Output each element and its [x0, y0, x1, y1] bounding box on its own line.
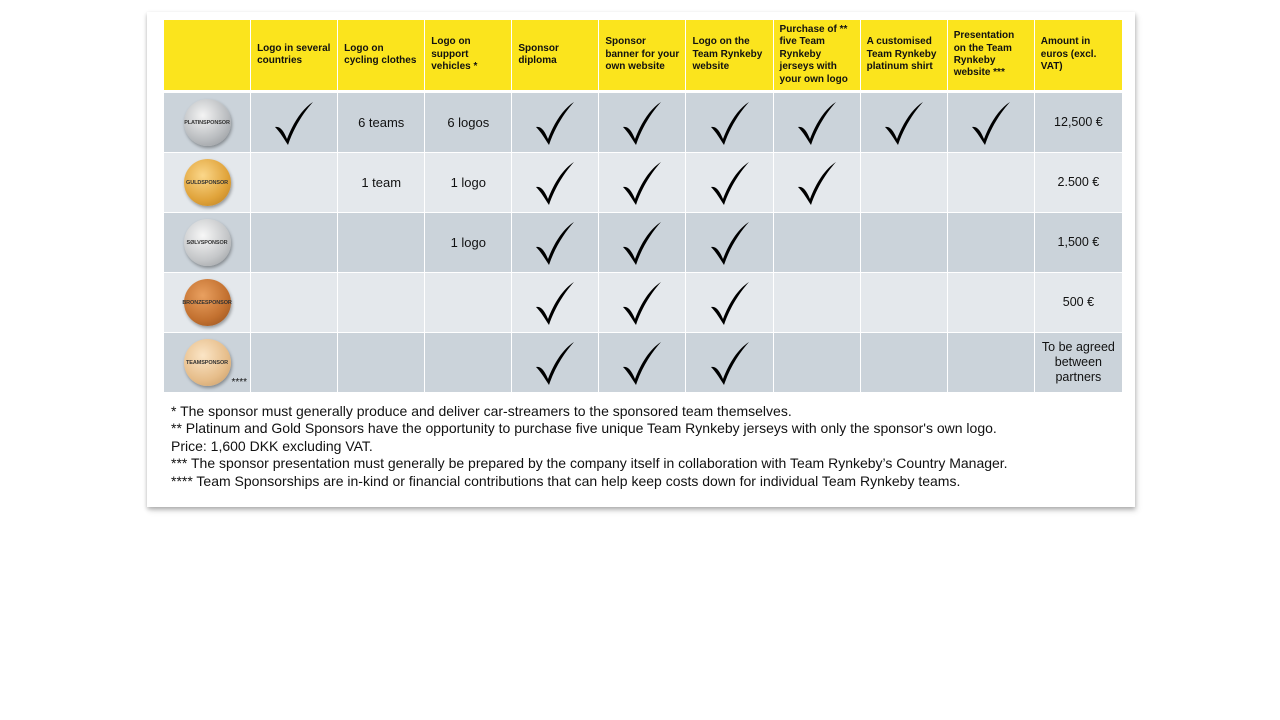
- footnote-line: Price: 1,600 DKK excluding VAT.: [171, 437, 373, 454]
- check-cell: [512, 213, 599, 273]
- amount-cell: To be agreed between partners: [1034, 333, 1122, 393]
- medal-cell: [164, 213, 251, 273]
- platinum-medal-icon: [184, 99, 231, 146]
- empty-cell: [860, 273, 947, 333]
- footnotes: [171, 403, 1071, 490]
- medal-label: SØLVSPONSOR: [186, 239, 228, 246]
- checkmark-icon: [621, 114, 663, 129]
- value-cell: 6 teams: [338, 92, 425, 153]
- empty-cell: [773, 333, 860, 393]
- empty-cell: [860, 213, 947, 273]
- empty-cell: [338, 333, 425, 393]
- checkmark-icon: [534, 234, 576, 249]
- medal-label: TEAMSPONSOR: [186, 359, 229, 366]
- check-cell: [251, 92, 338, 153]
- empty-cell: [251, 153, 338, 213]
- checkmark-icon: [621, 174, 663, 189]
- check-cell: [599, 213, 686, 273]
- check-cell: [686, 153, 773, 213]
- table-row: [164, 213, 1123, 273]
- table-row: [164, 333, 1123, 393]
- silver-medal-icon: [184, 219, 231, 266]
- check-cell: [773, 153, 860, 213]
- empty-cell: [338, 213, 425, 273]
- empty-cell: [251, 333, 338, 393]
- checkmark-icon: [796, 114, 838, 129]
- table-row: [164, 273, 1123, 333]
- check-cell: [860, 92, 947, 153]
- medal-cell: [164, 92, 251, 153]
- bronze-medal-icon: [184, 279, 231, 326]
- footnote-line: **** Team Sponsorships are in-kind or financial contributions that can help keep costs down for individual Team Rynkeby teams.: [171, 472, 961, 489]
- check-cell: [512, 92, 599, 153]
- amount-cell: 12,500 €: [1034, 92, 1122, 153]
- check-cell: [947, 92, 1034, 153]
- medal-label: PLATINSPONSOR: [184, 119, 230, 126]
- table-row: [164, 153, 1123, 213]
- sponsor-table: [163, 19, 1123, 393]
- checkmark-icon: [709, 114, 751, 129]
- empty-cell: [425, 273, 512, 333]
- check-cell: [599, 92, 686, 153]
- header-cell: A customised Team Rynkeby platinum shirt: [860, 20, 947, 92]
- checkmark-icon: [883, 114, 925, 129]
- header-cell: Logo on support vehicles *: [425, 20, 512, 92]
- checkmark-icon: [709, 174, 751, 189]
- check-cell: [686, 333, 773, 393]
- checkmark-icon: [534, 354, 576, 369]
- amount-cell: 500 €: [1034, 273, 1122, 333]
- header-cell: [164, 20, 251, 92]
- check-cell: [686, 273, 773, 333]
- team-medal-icon: [184, 339, 231, 386]
- checkmark-icon: [273, 114, 315, 129]
- empty-cell: [860, 333, 947, 393]
- empty-cell: [773, 273, 860, 333]
- empty-cell: [773, 213, 860, 273]
- header-cell: Sponsor banner for your own website: [599, 20, 686, 92]
- empty-cell: [860, 153, 947, 213]
- header-cell: Presentation on the Team Rynkeby website ***: [947, 20, 1034, 92]
- checkmark-icon: [970, 114, 1012, 129]
- header-cell: Purchase of ** five Team Rynkeby jerseys with your own logo: [773, 20, 860, 92]
- empty-cell: [947, 333, 1034, 393]
- footnote-line: * The sponsor must generally produce and deliver car-streamers to the sponsored team themselves.: [171, 403, 792, 419]
- medal-label: BRONZESPONSOR: [182, 299, 232, 306]
- checkmark-icon: [621, 234, 663, 249]
- checkmark-icon: [796, 174, 838, 189]
- empty-cell: [947, 273, 1034, 333]
- check-cell: [686, 92, 773, 153]
- empty-cell: [947, 213, 1034, 273]
- medal-cell: [164, 333, 251, 393]
- empty-cell: [425, 333, 512, 393]
- check-cell: [512, 273, 599, 333]
- table-header: [164, 20, 1123, 92]
- check-cell: [686, 213, 773, 273]
- empty-cell: [251, 273, 338, 333]
- check-cell: [599, 153, 686, 213]
- empty-cell: [251, 213, 338, 273]
- check-cell: [512, 153, 599, 213]
- checkmark-icon: [534, 294, 576, 309]
- checkmark-icon: [621, 354, 663, 369]
- value-cell: 1 team: [338, 153, 425, 213]
- check-cell: [599, 273, 686, 333]
- header-cell: Logo on the Team Rynkeby website: [686, 20, 773, 92]
- amount-cell: 2.500 €: [1034, 153, 1122, 213]
- header-cell: Logo in several countries: [251, 20, 338, 92]
- footnote-stars: ****: [231, 377, 248, 388]
- header-cell: Sponsor diploma: [512, 20, 599, 92]
- gold-medal-icon: [184, 159, 231, 206]
- header-cell: Amount in euros (excl. VAT): [1034, 20, 1122, 92]
- check-cell: [512, 333, 599, 393]
- value-cell: 1 logo: [425, 153, 512, 213]
- empty-cell: [947, 153, 1034, 213]
- checkmark-icon: [621, 294, 663, 309]
- check-cell: [773, 92, 860, 153]
- checkmark-icon: [709, 354, 751, 369]
- table-body: [164, 92, 1123, 393]
- value-cell: 1 logo: [425, 213, 512, 273]
- check-cell: [599, 333, 686, 393]
- medal-label: GULDSPONSOR: [186, 179, 229, 186]
- header-cell: Logo on cycling clothes: [338, 20, 425, 92]
- medal-cell: [164, 153, 251, 213]
- amount-cell: 1,500 €: [1034, 213, 1122, 273]
- value-cell: 6 logos: [425, 92, 512, 153]
- medal-cell: [164, 273, 251, 333]
- empty-cell: [338, 273, 425, 333]
- checkmark-icon: [709, 294, 751, 309]
- table-row: [164, 92, 1123, 153]
- footnote-line: ** Platinum and Gold Sponsors have the opportunity to purchase five unique Team Rynkeby jerseys with only the sponsor's own logo.: [171, 420, 997, 437]
- checkmark-icon: [534, 114, 576, 129]
- footnote-line: *** The sponsor presentation must generally be prepared by the company itself in collaboration with Team Rynkeby’s Country Manager.: [171, 455, 1008, 472]
- checkmark-icon: [709, 234, 751, 249]
- checkmark-icon: [534, 174, 576, 189]
